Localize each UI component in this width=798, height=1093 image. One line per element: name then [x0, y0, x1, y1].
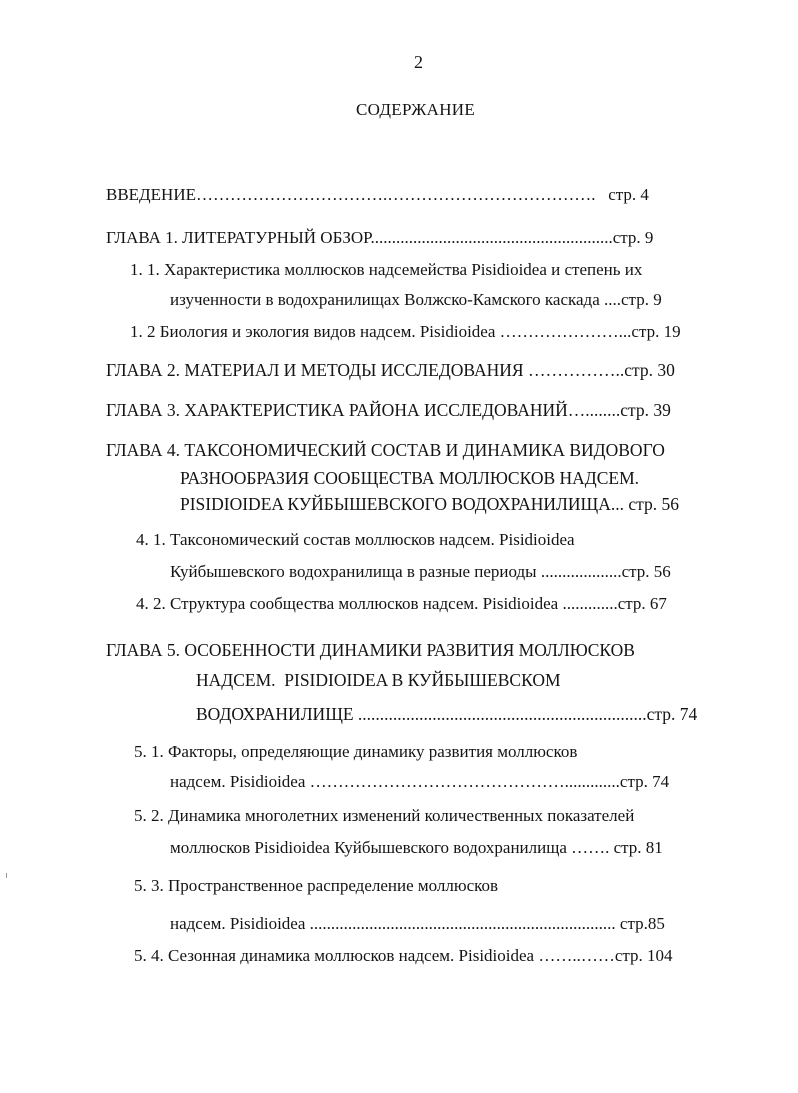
scan-speck	[6, 873, 7, 878]
toc-line: ГЛАВА 4. ТАКСОНОМИЧЕСКИЙ СОСТАВ И ДИНАМИКА ВИДОВОГО	[106, 440, 665, 460]
toc-line: 5. 1. Факторы, определяющие динамику развития моллюсков	[134, 742, 578, 761]
toc-line: НАДСЕМ. PISIDIOIDEA В КУЙБЫШЕВСКОМ	[196, 670, 561, 690]
toc-line: 1. 1. Характеристика моллюсков надсемейства Pisidioidea и степень их	[130, 260, 643, 279]
toc-line: Куйбышевского водохранилища в разные периоды ...................стр. 56	[170, 562, 671, 581]
toc-line: надсем. Pisidioidea ……………………………………….............стр. 74	[170, 772, 670, 791]
page-title: СОДЕРЖАНИЕ	[356, 100, 476, 119]
page-number: 2	[414, 52, 423, 72]
toc-line: 5. 3. Пространственное распределение моллюсков	[134, 876, 499, 895]
toc-line: моллюсков Pisidioidea Куйбышевского водохранилища ……. стр. 81	[170, 838, 663, 857]
toc-line: ВОДОХРАНИЛИЩЕ ..................................................................стр. 74	[196, 704, 698, 724]
toc-line: ГЛАВА 3. ХАРАКТЕРИСТИКА РАЙОНА ИССЛЕДОВАНИЙ…........стр. 39	[106, 400, 671, 420]
toc-line: 1. 2 Биология и экология видов надсем. Pisidioidea …………………...стр. 19	[130, 322, 681, 341]
toc-line: ГЛАВА 5. ОСОБЕННОСТИ ДИНАМИКИ РАЗВИТИЯ МОЛЛЮСКОВ	[106, 640, 635, 660]
toc-line: PISIDIOIDEA КУЙБЫШЕВСКОГО ВОДОХРАНИЛИЩА... стр. 56	[180, 494, 679, 514]
toc-line: РАЗНООБРАЗИЯ СООБЩЕСТВА МОЛЛЮСКОВ НАДСЕМ.	[180, 468, 640, 488]
toc-line: надсем. Pisidioidea ........................................................................ стр.85	[170, 914, 665, 933]
toc-line: ГЛАВА 2. МАТЕРИАЛ И МЕТОДЫ ИССЛЕДОВАНИЯ ……………..стр. 30	[106, 360, 675, 380]
toc-line: ГЛАВА 1. ЛИТЕРАТУРНЫЙ ОБЗОР.........................................................стр. 9	[106, 228, 654, 247]
toc-line: 4. 2. Структура сообщества моллюсков надсем. Pisidioidea .............стр. 67	[136, 594, 667, 613]
toc-line: изученности в водохранилищах Волжско-Камского каскада ....стр. 9	[170, 290, 662, 309]
toc-line: 5. 4. Сезонная динамика моллюсков надсем. Pisidioidea ……..……стр. 104	[134, 946, 673, 965]
toc-line: 5. 2. Динамика многолетних изменений количественных показателей	[134, 806, 635, 825]
toc-line: ВВЕДЕНИЕ…………………………….………………………………. стр. 4	[106, 185, 649, 204]
toc-line: 4. 1. Таксономический состав моллюсков надсем. Pisidioidea	[136, 530, 575, 549]
